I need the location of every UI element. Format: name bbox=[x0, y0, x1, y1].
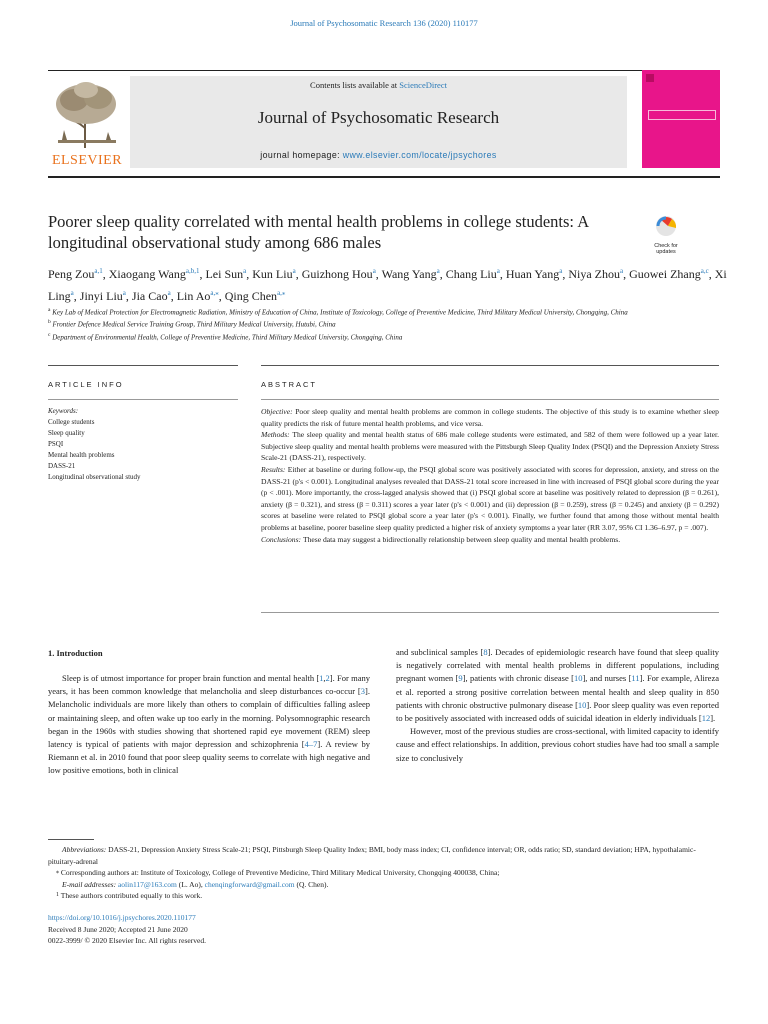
citation-link[interactable]: 2 bbox=[325, 673, 330, 683]
abstract-section: Objective: Poor sleep quality and mental health problems are common in college students. The objective of this study is to examine whether sleep quality predicts the risk of future mental health problems, and vice versa. bbox=[261, 407, 719, 428]
keywords-rule bbox=[48, 399, 238, 400]
author-affiliation-mark[interactable]: a bbox=[167, 289, 171, 297]
author-affiliation-mark[interactable]: a bbox=[292, 267, 296, 275]
citation-link[interactable]: 11 bbox=[631, 673, 640, 684]
check-updates-icon bbox=[646, 214, 686, 238]
keyword-item: Longitudinal observational study bbox=[48, 473, 141, 481]
author-affiliation-mark[interactable]: a bbox=[436, 267, 440, 275]
author-name[interactable]: Kun Liu bbox=[252, 267, 293, 281]
author-affiliation-mark[interactable]: a,c bbox=[700, 267, 709, 275]
author-name[interactable]: Niya Zhou bbox=[568, 267, 620, 281]
author-name[interactable]: Jinyi Liu bbox=[79, 289, 123, 303]
header-rule-bottom bbox=[48, 176, 720, 178]
author-name[interactable]: Chang Liu bbox=[445, 267, 497, 281]
contents-line: Contents lists available at ScienceDirect bbox=[310, 80, 447, 90]
author-name[interactable]: Qing Chen bbox=[224, 289, 278, 303]
intro-column-left bbox=[48, 672, 370, 778]
abstract-rule bbox=[261, 365, 719, 366]
keywords-block bbox=[48, 406, 238, 483]
keyword-item: Sleep quality bbox=[48, 429, 85, 437]
article-info-heading: ARTICLE INFO bbox=[48, 380, 124, 389]
abstract-heading: ABSTRACT bbox=[261, 380, 318, 389]
affiliation-item: $^c$ Department of Environmental Health, College of Preventive Medicine, Third Military Medical University, Chongqing, China bbox=[48, 331, 403, 341]
doi-link[interactable]: https://doi.org/10.1016/j.jpsychores.2020.110177 bbox=[48, 913, 196, 922]
author-affiliation-mark[interactable]: a,⁎ bbox=[210, 289, 219, 297]
intro-paragraph-1: Sleep is of utmost importance for proper brain function and mental health [1,2]. For many years, it has been common knowledge that melancholia and sleep disturbances co-occur [3]. Melancholic individuals are more likely than others to complain of difficulties falling asleep or maintaining sleep, and often wake up too early in the morning. Polysomnographic research began in the 1960s with studies showing that shortened rapid eye movement (REM) sleep latency is typical of patients with major depression and schizophrenia [4–7]. A review by Riemann et al. in 2010 found that poor sleep quality seems to correlate with high negative and low positive emotions, both in clinical bbox=[48, 673, 370, 776]
publisher-wordmark: ELSEVIER bbox=[51, 153, 123, 168]
journal-reference[interactable]: Journal of Psychosomatic Research 136 (2020) 110177 bbox=[290, 18, 478, 28]
copyright: 0022-3999/ © 2020 Elsevier Inc. All rights reserved. bbox=[48, 936, 206, 946]
abbreviations-footnote: Abbreviations: DASS-21, Depression Anxiety Stress Scale-21; PSQI, Pittsburgh Sleep Quality Index; BMI, body mass index; CI, confidence interval; OR, odds ratio; SD, standard deviation; HPA, hypothalamic-pituitary-adrenal bbox=[48, 845, 696, 866]
author-name[interactable]: Peng Zou bbox=[48, 267, 95, 281]
author-name[interactable]: Xi Ling bbox=[48, 267, 727, 303]
keyword-list bbox=[48, 417, 238, 483]
keyword-item: PSQI bbox=[48, 440, 64, 448]
article-meta bbox=[48, 912, 720, 947]
author-affiliation-mark[interactable]: a bbox=[559, 267, 563, 275]
abstract-section: Methods: The sleep quality and mental health status of 686 male college students were estimated, and 582 of them were followed up a year later. Subjective sleep quality and mental health problems were measured with the Pittsburgh Sleep Quality Index (PSQI) and the Depression Anxiety Stress Scale-21 (DASS-21), respectively. bbox=[261, 430, 719, 463]
citation-link[interactable]: 1 bbox=[319, 673, 324, 683]
journal-title: Journal of Psychosomatic Research bbox=[257, 108, 500, 127]
citation-link[interactable]: 9 bbox=[458, 673, 463, 684]
author-name[interactable]: Lei Sun bbox=[205, 267, 244, 281]
corresponding-footnote: ⁎ Corresponding authors at: Institute of Toxicology, College of Preventive Medicine, Third Military Medical University, Chongqing 400038, China; bbox=[56, 868, 500, 878]
intro-paragraph-1-cont: and subclinical samples [8]. Decades of epidemiologic research have found that sleep quality is negatively correlated with mental health problems in different populations, including pregnant women [9], patients with chronic disease [10], and nurses [11]. For example, Alireza et al. reported a strong positive correlation between mental health and sleep quality in 850 patients with chronic obstructive pulmonary disease [10]. Poor sleep quality was even reported to be positively associated with increased odds of suicidal ideation in elderly individuals [12]. bbox=[396, 647, 720, 724]
sciencedirect-link[interactable]: ScienceDirect bbox=[399, 80, 447, 90]
citation-link[interactable]: 10 bbox=[573, 673, 583, 684]
keyword-item: DASS-21 bbox=[48, 462, 76, 470]
keyword-item: College students bbox=[48, 418, 95, 426]
abstract-section: Results: Either at baseline or during follow-up, the PSQI global score was positively associated with scores for depression, anxiety, and stress on the DASS-21 (p's < 0.001). Longitudinal analyses revealed that DASS-21 total score increased in line with increased of PSQI global score during the year (p < .001). More importantly, the cross-lagged analysis showed that (i) PSQI global score at baseline was positively related to depression (β = 0.261), anxiety (β = 0.321), and stress (β = 0.311) scores a year later (p's < 0.001) and (ii) depression (β = 0.259), stress (β = 0.245) and anxiety (β = 0.292) scores at baseline were related to PSQI global score a year later (p's < 0.001). Finally, we further found that among those without mental health problems at baseline, poorer baseline sleep quality predicted a higher risk of anxiety symptoms a year later (RR 3.07, 95% CI 1.36–6.97, p = .007). bbox=[261, 464, 719, 532]
homepage-link[interactable]: www.elsevier.com/locate/jpsychores bbox=[342, 150, 497, 160]
affiliation-item: $^a$ Key Lab of Medical Protection for Electromagnetic Radiation, Ministry of Education of China, Institute of Toxicology, College of Preventive Medicine, Third Military Medical University, Chongqing, China bbox=[48, 307, 628, 317]
footnotes bbox=[48, 844, 720, 902]
author-name[interactable]: Xiaogang Wang bbox=[108, 267, 186, 281]
author-name[interactable]: Jia Cao bbox=[131, 289, 168, 303]
intro-column-right bbox=[396, 646, 719, 765]
citation-link[interactable]: 3 bbox=[360, 686, 366, 697]
author-affiliation-mark[interactable]: a bbox=[496, 267, 500, 275]
footnote-rule bbox=[48, 839, 94, 840]
author-affiliation-mark[interactable]: a,1 bbox=[94, 267, 103, 275]
email-footnote: E-mail addresses: aolin117@163.com (L. Ao), chenqingforward@gmail.com (Q. Chen). bbox=[62, 879, 329, 889]
header-rule-top bbox=[48, 70, 720, 71]
affiliations bbox=[48, 305, 728, 342]
article-title: Poorer sleep quality correlated with mental health problems in college students: A longitudinal observational study among 686 males bbox=[48, 212, 589, 252]
author-name[interactable]: Guowei Zhang bbox=[629, 267, 701, 281]
author-list: Peng Zou$^{a,1}$, Xiaogang Wang$^{a,b,1}$, Lei Sun$^a$, Kun Liu$^a$, Guizhong Hou$^a$, Wang Yang$^a$, Chang Liu$^a$, Huan Yang$^a$, Niya Zhou$^a$, Guowei Zhang$^{a,c}$, Xi Ling$^a$, Jinyi Liu$^a$, Jia Cao$^a$, Lin $Ao^{a,⁎}$, Qing Chen$^{a,⁎}$ bbox=[48, 267, 727, 303]
section-heading-introduction: 1. Introduction bbox=[48, 648, 103, 658]
email-link-ao[interactable]: aolin117@163.com bbox=[117, 879, 177, 889]
author-affiliation-mark[interactable]: a bbox=[243, 267, 247, 275]
abstract-bottom-rule bbox=[261, 612, 719, 613]
affiliation-item: $^b$ Frontier Defence Medical Service Training Group, Third Military Medical University, Hutubi, China bbox=[48, 319, 336, 329]
elsevier-logo bbox=[48, 78, 126, 168]
journal-cover-image bbox=[642, 70, 720, 168]
journal-homepage: journal homepage: www.elsevier.com/locate/jpsychores bbox=[260, 150, 497, 160]
citation-link[interactable]: 10 bbox=[577, 699, 587, 710]
author-name[interactable]: Huan Yang bbox=[505, 267, 560, 281]
author-affiliation-mark[interactable]: a bbox=[619, 267, 624, 275]
author-name[interactable]: Wang Yang bbox=[381, 267, 437, 281]
citation-link[interactable]: 4–7 bbox=[304, 739, 318, 750]
abstract-section: Conclusions: These data may suggest a bidirectionally relationship between sleep quality and mental health problems. bbox=[261, 534, 621, 544]
author-affiliation-mark[interactable]: a,⁎ bbox=[277, 289, 286, 297]
author-affiliation-mark[interactable]: a,b,1 bbox=[185, 267, 200, 275]
citation-link[interactable]: 12 bbox=[701, 713, 711, 724]
journal-masthead bbox=[130, 76, 627, 168]
author-affiliation-mark[interactable]: a bbox=[372, 267, 376, 275]
equal-contribution-footnote: $^1$ These authors contributed equally to this work. bbox=[56, 891, 203, 901]
received-dates: Received 8 June 2020; Accepted 21 June 2020 bbox=[48, 924, 188, 934]
email-link-chen[interactable]: chenqingforward@gmail.com bbox=[204, 879, 295, 889]
abstract-top-rule bbox=[261, 399, 719, 400]
author-name[interactable]: Guizhong Hou bbox=[301, 267, 373, 281]
check-for-updates-badge[interactable]: Check for updates bbox=[646, 214, 686, 256]
keywords-label: Keywords: bbox=[48, 407, 79, 415]
author-name[interactable]: Lin Ao bbox=[176, 289, 211, 303]
keyword-item: Mental health problems bbox=[48, 451, 115, 459]
citation-link[interactable]: 8 bbox=[483, 647, 488, 657]
article-info-rule bbox=[48, 365, 238, 366]
intro-paragraph-2: However, most of the previous studies are cross-sectional, with limited capacity to identify cause and effect relationships. In addition, previous cohort studies have had too small a sample size to conclusively bbox=[396, 726, 719, 763]
author-affiliation-mark[interactable]: a bbox=[122, 289, 126, 297]
author-affiliation-mark[interactable]: a bbox=[70, 289, 74, 297]
abstract-body bbox=[261, 406, 719, 545]
